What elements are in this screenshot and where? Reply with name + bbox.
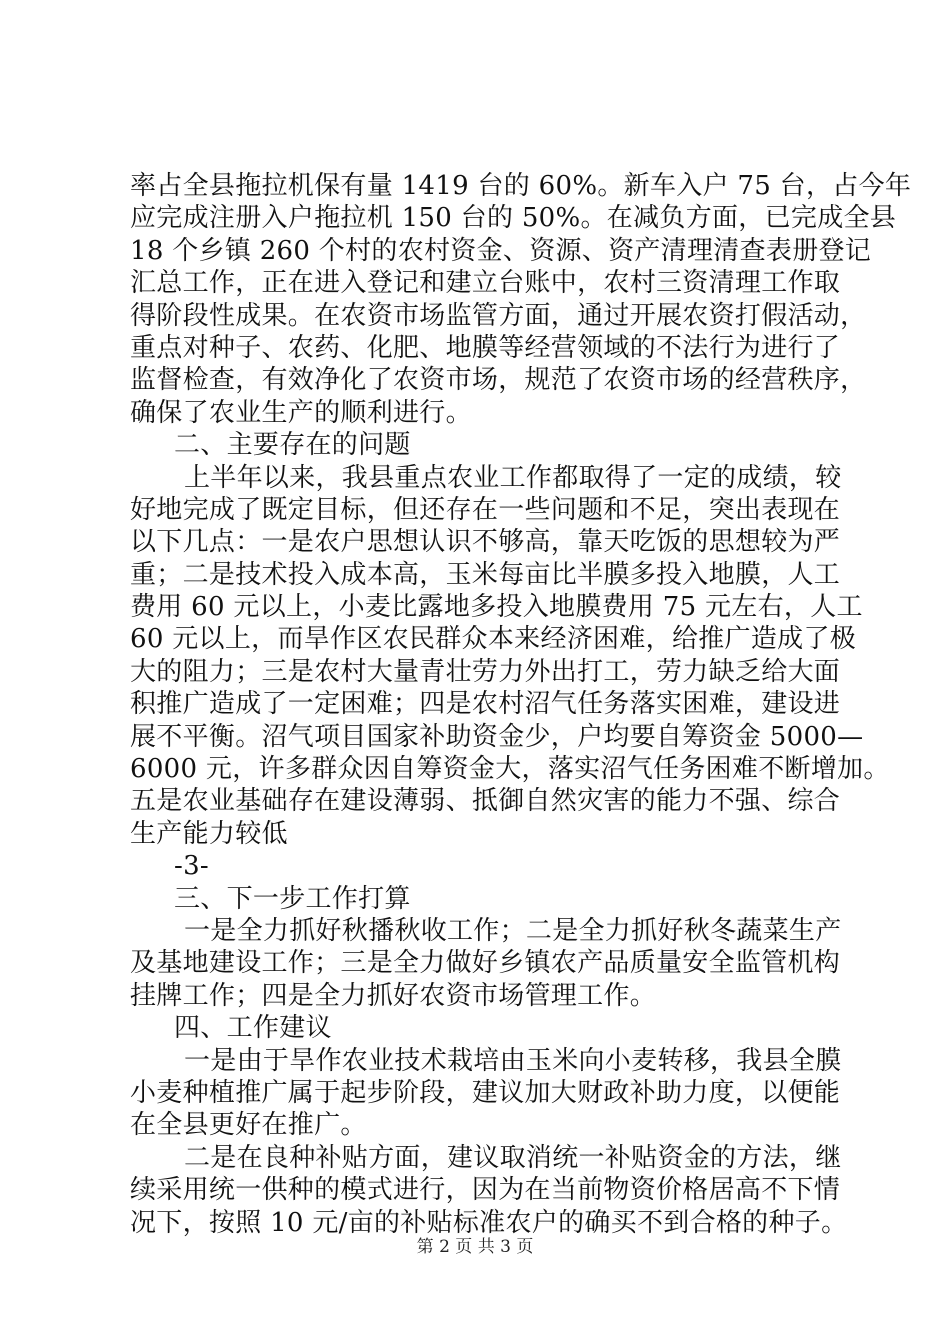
text-line: 18 个乡镇 260 个村的农村资金、资源、资产清理清查表册登记: [130, 235, 872, 266]
document-body: [130, 170, 912, 1239]
text-line: 积推广造成了一定困难；四是农村沼气任务落实困难，建设进: [130, 689, 841, 720]
text-line: 小麦种植推广属于起步阶段，建议加大财政补助力度，以便能: [130, 1077, 841, 1108]
text-line: 大的阻力；三是农村大量青壮劳力外出打工，劳力缺乏给大面: [130, 656, 841, 687]
text-line: 费用 60 元以上，小麦比露地多投入地膜费用 75 元左右，人工: [130, 592, 863, 623]
text-line: 重；二是技术投入成本高，玉米每亩比半膜多投入地膜，人工: [130, 559, 841, 590]
text-line: 及基地建设工作；三是全力做好乡镇农产品质量安全监管机构: [130, 948, 841, 979]
text-line: -3-: [174, 851, 210, 882]
text-line: 生产能力较低: [130, 818, 288, 849]
text-line: 续采用统一供种的模式进行，因为在当前物资价格居高不下情: [130, 1175, 841, 1206]
text-line: 三、下一步工作打算: [174, 883, 411, 914]
text-line: 二、主要存在的问题: [174, 430, 411, 461]
text-line: 汇总工作，正在进入登记和建立台账中，农村三资清理工作取: [130, 268, 841, 299]
text-line: 得阶段性成果。在农资市场监管方面，通过开展农资打假活动，: [130, 300, 867, 331]
text-line: 五是农业基础存在建设薄弱、抵御自然灾害的能力不强、综合: [130, 786, 841, 817]
text-line: 60 元以上，而旱作区农民群众本来经济困难，给推广造成了极: [130, 624, 857, 655]
text-line: 重点对种子、农药、化肥、地膜等经营领域的不法行为进行了: [130, 332, 841, 363]
text-line: 上半年以来，我县重点农业工作都取得了一定的成绩，较: [184, 462, 842, 493]
page-footer: 第 2 页 共 3 页: [416, 1237, 534, 1257]
text-line: 6000 元，许多群众因自筹资金大，落实沼气任务困难不断增加。: [130, 754, 890, 785]
text-line: 好地完成了既定目标，但还存在一些问题和不足，突出表现在: [130, 494, 841, 525]
text-line: 一是由于旱作农业技术栽培由玉米向小麦转移，我县全膜: [184, 1045, 842, 1076]
text-line: 在全县更好在推广。: [130, 1110, 367, 1141]
text-line: 二是在良种补贴方面，建议取消统一补贴资金的方法，继: [184, 1142, 842, 1173]
text-line: 挂牌工作；四是全力抓好农资市场管理工作。: [130, 980, 657, 1011]
text-line: 四、工作建议: [174, 1013, 332, 1044]
text-line: 况下，按照 10 元/亩的补贴标准农户的确买不到合格的种子。: [130, 1207, 848, 1238]
text-line: 确保了农业生产的顺利进行。: [130, 397, 472, 428]
text-line: 监督检查，有效净化了农资市场，规范了农资市场的经营秩序，: [130, 365, 867, 396]
text-line: 率占全县拖拉机保有量 1419 台的 60%。新车入户 75 台，占今年: [130, 171, 912, 201]
text-line: 应完成注册入户拖拉机 150 台的 50%。在减负方面，已完成全县: [130, 203, 897, 234]
text-line: 展不平衡。沼气项目国家补助资金少，户均要自筹资金 5000—: [130, 721, 864, 752]
text-line: 一是全力抓好秋播秋收工作；二是全力抓好秋冬蔬菜生产: [184, 915, 842, 946]
text-line: 以下几点：一是农户思想认识不够高，靠天吃饭的思想较为严: [130, 527, 841, 558]
